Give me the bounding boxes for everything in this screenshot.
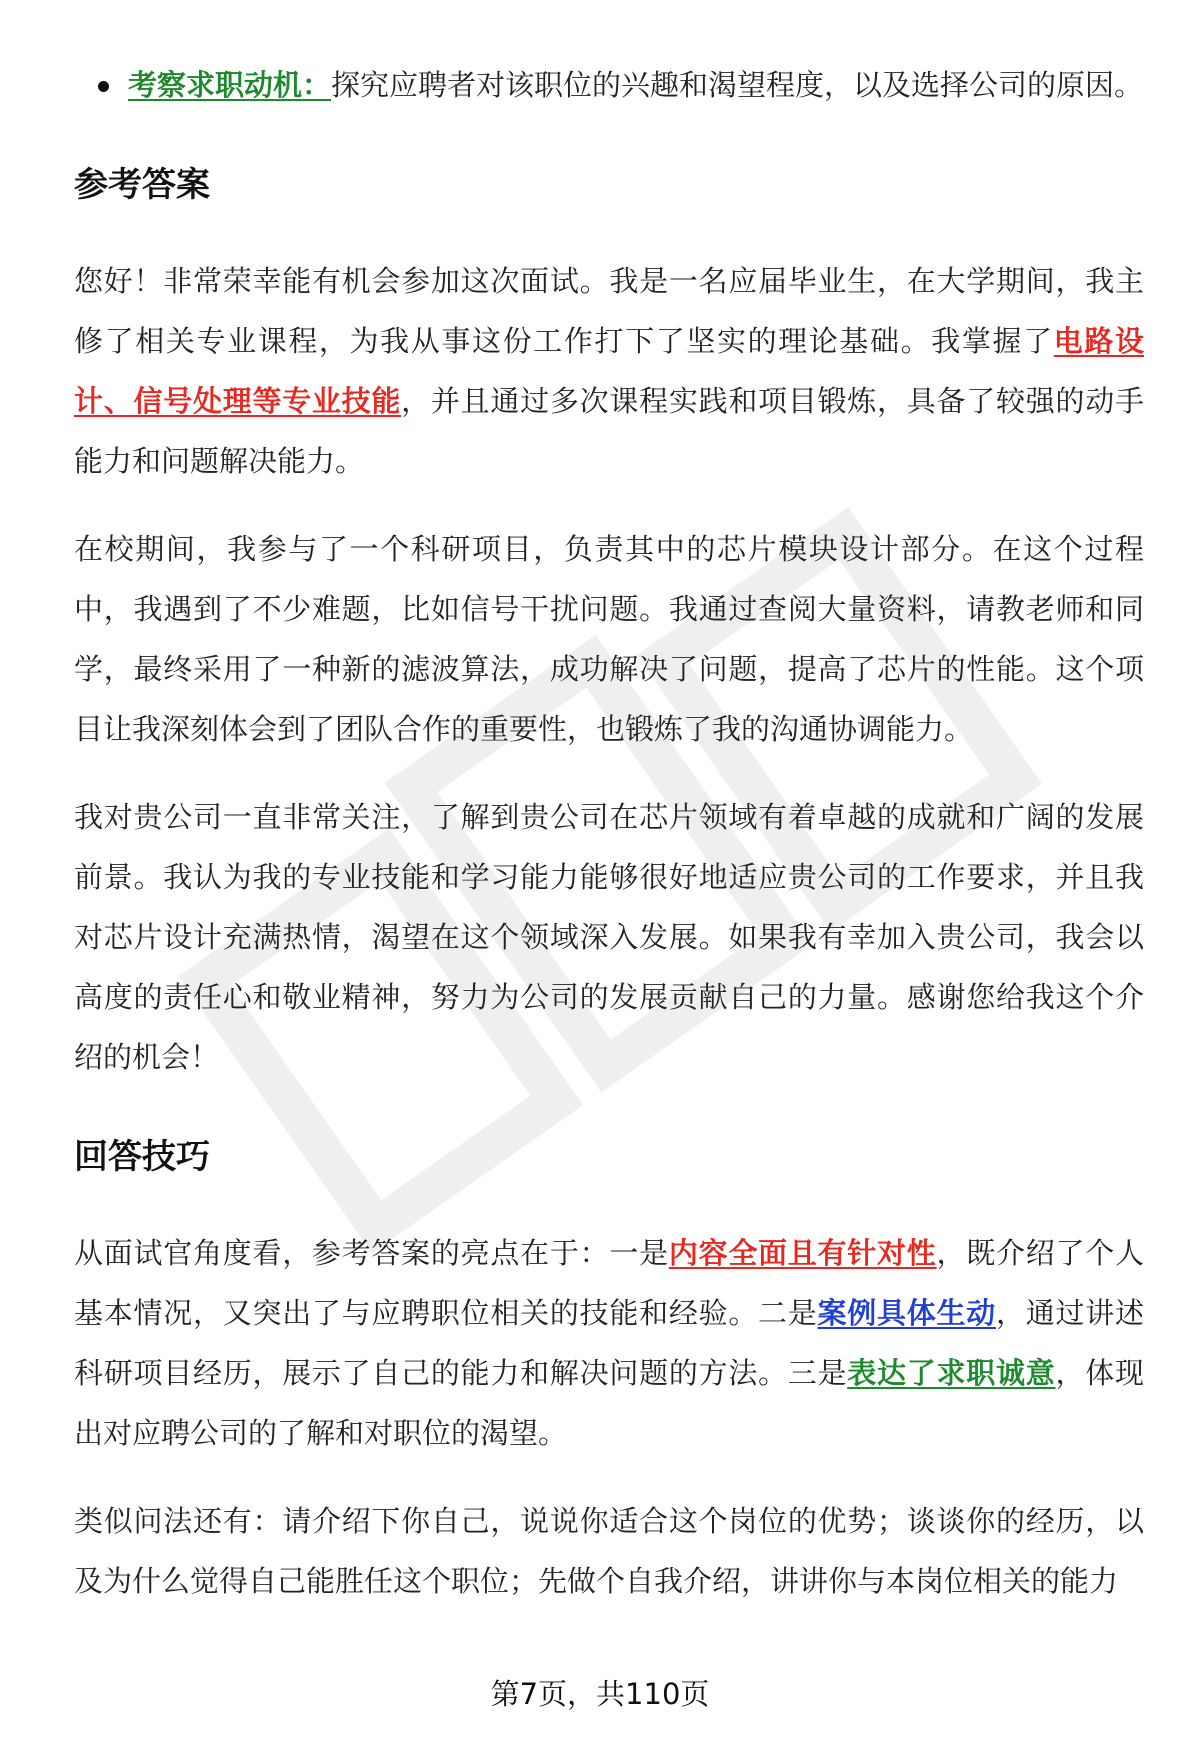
tips-paragraph-1 xyxy=(74,1223,1144,1463)
bullet-text: 探究应聘者对该职位的兴趣和渴望程度，以及选择公司的原因。 xyxy=(331,68,1144,102)
paragraph-text: 从面试官角度看，参考答案的亮点在于：一是 xyxy=(74,1236,669,1270)
highlight-comprehensive: 内容全面且有针对性 xyxy=(668,1236,937,1270)
answer-paragraph-3: 我对贵公司一直非常关注，了解到贵公司在芯片领域有着卓越的成就和广阔的发展前景。我认为我的专业技能和学习能力能够很好地适应贵公司的工作要求，并且我对芯片设计充满热情，渴望在这个领域深入发展。如果我有幸加入贵公司，我会以高度的责任心和敬业精神，努力为公司的发展贡献自己的力量。感谢您给我这个介绍的机会！ xyxy=(74,800,1144,1074)
answer-paragraph-2: 在校期间，我参与了一个科研项目，负责其中的芯片模块设计部分。在这个过程中，我遇到了不少难题，比如信号干扰问题。我通过查阅大量资料，请教老师和同学，最终采用了一种新的滤波算法，成功解决了问题，提高了芯片的性能。这个项目让我深刻体会到了团队合作的重要性，也锻炼了我的沟通协调能力。 xyxy=(74,532,1144,746)
section-heading-tips: 回答技巧 xyxy=(74,1137,210,1177)
highlight-skills: 电路设计、信号处理等专业技能 xyxy=(74,324,1144,418)
highlight-sincerity: 表达了求职诚意 xyxy=(847,1356,1056,1390)
paragraph-text: 您好！非常荣幸能有机会参加这次面试。我是一名应届毕业生，在大学期间，我主修了相关专业课程，为我从事这份工作打下了坚实的理论基础。我掌握了 xyxy=(74,264,1144,358)
tips-paragraph-2: 类似问法还有：请介绍下你自己，说说你适合这个岗位的优势；谈谈你的经历，以及为什么觉得自己能胜任这个职位；先做个自我介绍，讲讲你与本岗位相关的能力 xyxy=(74,1504,1144,1598)
document-page xyxy=(74,56,1144,1639)
highlight-concrete-case: 案例具体生动 xyxy=(817,1296,996,1330)
bullet-icon xyxy=(98,81,109,92)
section-heading-answer: 参考答案 xyxy=(74,165,210,205)
paragraph-text: ，并且通过多次课程实践和项目锻炼，具备了较强的动手能力和问题解决能力。 xyxy=(74,384,1144,478)
paragraph-text: ，通过讲述科研项目经历，展示了自己的能力和解决问题的方法。三是 xyxy=(74,1296,1144,1390)
list-item xyxy=(74,56,1144,115)
bullet-label: 考察求职动机： xyxy=(128,68,332,102)
paragraph-text: ，体现出对应聘公司的了解和对职位的渴望。 xyxy=(74,1356,1144,1450)
paragraph-text: ，既介绍了个人基本情况，又突出了与应聘职位相关的技能和经验。二是 xyxy=(74,1236,1144,1330)
answer-paragraph-1 xyxy=(74,251,1144,491)
page-number: 第7页，共110页 xyxy=(490,1677,710,1711)
